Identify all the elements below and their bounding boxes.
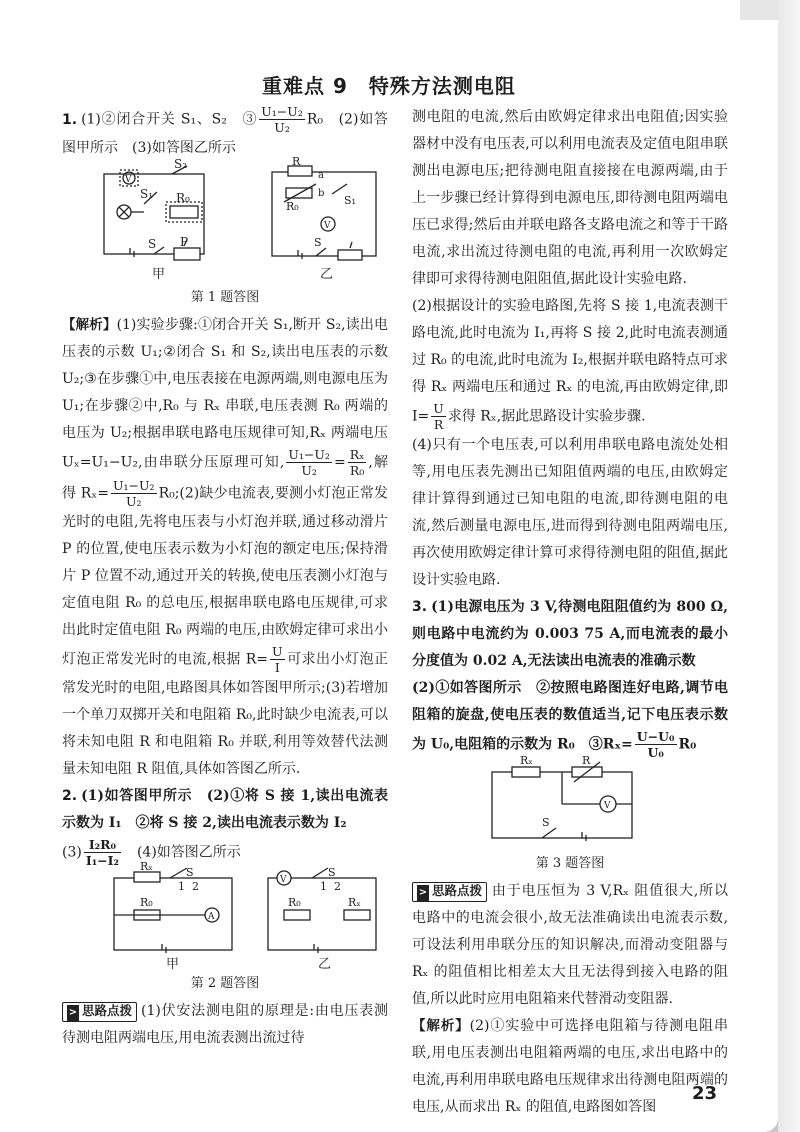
- q3-jiexi: 【解析】(2)①实验中可选择电阻箱与待测电阻串联,用电压表测出电阻箱两端的电压,求出电路中的电流,再利用串联电路电压规律求出待测电阻两端的电压,从而求出 Rₓ 的阻值,电路图如答图: [412, 1018, 728, 1115]
- svg-text:1: 1: [178, 880, 185, 893]
- svg-text:S: S: [186, 866, 194, 879]
- voltmeter-label: V: [125, 175, 132, 185]
- svg-text:R₀: R₀: [286, 200, 299, 213]
- q1-answer-a: (1)②闭合开关 S₁、S₂ ③: [81, 111, 258, 128]
- left-column: [62, 104, 388, 1052]
- q2-answer: 2. (1)如答图甲所示 (2)①将 S 接 1,读出电流表示数为 I₁ ②将 S 接 2,读出电流表示数为 I₂: [62, 788, 388, 831]
- svg-text:A: A: [208, 912, 215, 922]
- jiexi-tag: 【解析】: [62, 317, 117, 333]
- silu-tag: > 思路点拨: [62, 1002, 137, 1022]
- svg-text:Rₓ: Rₓ: [348, 896, 361, 909]
- right-column: [412, 104, 728, 1121]
- q2-number: 2.: [62, 788, 78, 804]
- page-side-strip: [778, 0, 800, 1132]
- q3-number: 3.: [412, 599, 428, 615]
- r0-label: R₀: [176, 191, 190, 205]
- q1-fraction: $\frac{\text{U₁−U₂}}{\text{U₂}}$: [261, 104, 303, 135]
- svg-text:R₀: R₀: [288, 896, 301, 909]
- svg-text:Rₓ: Rₓ: [520, 754, 533, 767]
- page-edge: [740, 0, 778, 20]
- q2-silu-cont: 测电阻的电流,然后由欧姆定律求出电阻值;因实验器材中没有电压表,可以利用电流表及定值电阻串联测出电源电压;把待测电阻直接接在电源两端,由于上一步骤已经计算得到电源电压,即待测电阻两端电压已求得;然后由并联电路各支路电流之和等于干路电流,求出流过待测电阻的电流,再利用一次欧姆定律即可求得待测电阻阻值,据此设计实验电路.: [412, 109, 728, 287]
- svg-text:S: S: [328, 866, 336, 879]
- s2-label: S₂: [174, 157, 188, 171]
- q2-silu-2: (2)根据设计的实验电路图,先将 S 接 1,电流表测干路电流,此时电流为 I₁,再将 S 接 2,此时电流表测通过 R₀ 的电流,此时电流为 I₂,根据并联电路特点可求得 Rₓ 两端电压和通过 Rₓ 的电流,再由欧姆定律,即 I= $\frac{U}{R}$ 求得 Rₓ,据此思路设计实验步骤.: [412, 298, 728, 432]
- q1-caption: 第 1 题答图: [190, 290, 260, 305]
- q3-caption: 第 3 题答图: [535, 856, 605, 871]
- svg-text:乙: 乙: [318, 957, 332, 972]
- svg-text:1: 1: [320, 880, 327, 893]
- s-label: S: [148, 237, 157, 251]
- svg-text:S: S: [542, 816, 550, 829]
- svg-text:2: 2: [192, 880, 199, 893]
- svg-text:2: 2: [334, 880, 341, 893]
- q3-answer: 3. (1)电源电压为 3 V,待测电阻阻值约为 800 Ω,则电路中电流约为 0.003 75 A,而电流表的最小分度值为 0.02 A,无法读出电流表的准确示数: [412, 599, 728, 669]
- q2-silu: > 思路点拨 (1)伏安法测电阻的原理是:由电压表测待测电阻两端电压,用电流表测出流过待: [62, 1003, 388, 1046]
- svg-text:V: V: [324, 221, 331, 231]
- svg-text:甲: 甲: [166, 957, 180, 972]
- q1-circuits: [62, 155, 388, 286]
- svg-text:S₁: S₁: [344, 194, 356, 207]
- svg-text:R₀: R₀: [140, 896, 153, 909]
- svg-text:S: S: [314, 236, 322, 249]
- q3-silu: > 思路点拨 由于电压恒为 3 V,Rₓ 阻值很大,所以电路中的电流会很小,故无法准确读出电流表示数,可设法利用串联分压的知识解决,而滑动变阻器与 Rₓ 的阻值相比相差太大且无法得到接入电路的阻值,所以此时应用电阻箱来代替滑动变阻器.: [412, 883, 728, 1007]
- svg-text:Rₓ: Rₓ: [140, 860, 153, 873]
- svg-text:b: b: [318, 188, 325, 199]
- page-number: 23: [692, 1083, 718, 1104]
- q1-answer: [62, 104, 388, 162]
- svg-text:a: a: [318, 170, 324, 181]
- q2-caption: 第 2 题答图: [190, 976, 260, 991]
- q1-number: 1.: [62, 111, 78, 128]
- svg-text:V: V: [604, 801, 611, 811]
- svg-text:R: R: [582, 754, 591, 767]
- r-label: R: [292, 155, 301, 168]
- s1-label: S₁: [140, 187, 154, 201]
- q1-explanation: 【解析】(1)实验步骤:①闭合开关 S₁,断开 S₂,读出电压表的示数 U₁;②闭合 S₁ 和 S₂,读出电压表的示数 U₂;③在步骤①中,电压表接在电源两端,则电源电压为 U₁;在步骤②中,R₀ 与 Rₓ 串联,电压表测 R₀ 两端的电压为 U₂;根据串联电路电压规律可知,Rₓ 两端电压 Uₓ=U₁−U₂,由串联分压原理可知, $\frac{\text{U₁−U₂}}{\text{U₂}}$ = $\frac{\text{Rₓ}}{\text{R₀}}$ ,解得 Rₓ= $\frac{\text{U₁−U₂}}{\text{U₂}}$ R₀;(2)缺少电流表,要测小灯泡正常发光时的电阻,先将电压表与小灯泡并联,通过移动滑片 P 的位置,使电压表示数为小灯泡的额定电压;保持滑片 P 位置不动,通过开关的转换,使电压表测小灯泡与定值电阻 R₀ 的总电压,根据串联电路电压规律,可求出此时定值电阻 R₀ 两端的电压,由欧姆定律可求出小灯泡正常发光时的电流,根据 R= $\frac{U}{I}$ 可求出小灯泡正常发光时的电阻,电路图具体如答图甲所示;(3)若增加一个单刀双掷开关和电阻箱 R₀,此时缺少电流表,可以将未知电阻 R 和电阻箱 R₀ 并联,利用等效替代法测量未知电阻 R 阻值,具体如答图乙所示.: [62, 317, 389, 777]
- q2-circuits: [62, 860, 388, 972]
- svg-text:V: V: [280, 875, 287, 885]
- q2-answer-3: (3) $\frac{\text{I₂R₀}}{\text{I₁−I₂}}$ (4)如答图乙所示: [62, 837, 241, 868]
- q3-circuit: [412, 754, 728, 852]
- fig-label-yi: 乙: [320, 267, 334, 282]
- p-label: P: [180, 235, 189, 249]
- q3-answer-2: (2)①如答图所示 ②按照电路图连好电路,调节电阻箱的旋盘,使电压表的数值适当,记下电压表示数为 U₀,电阻箱的示数为 R₀ ③Rₓ= $\frac{\text{U−U₀}}{\text{U₀}}$ R₀: [412, 680, 728, 760]
- q2-silu-4: (4)只有一个电压表,可以利用串联电路电流处处相等,用电压表先测出已知阻值两端的电压,由欧姆定律计算得到通过已知电阻的电流,即待测电阻的电流,然后测量电源电压,进而得到待测电阻两端电压,再次使用欧姆定律计算可求得待测电阻的阻值,据此设计实验电路.: [412, 437, 728, 588]
- fig-label-jia: 甲: [152, 267, 166, 282]
- q1-answer-b: R₀ (2)如答图甲所示 (3)如答图乙所示: [62, 111, 388, 156]
- page-title: 重难点 9 特殊方法测电阻: [262, 74, 516, 98]
